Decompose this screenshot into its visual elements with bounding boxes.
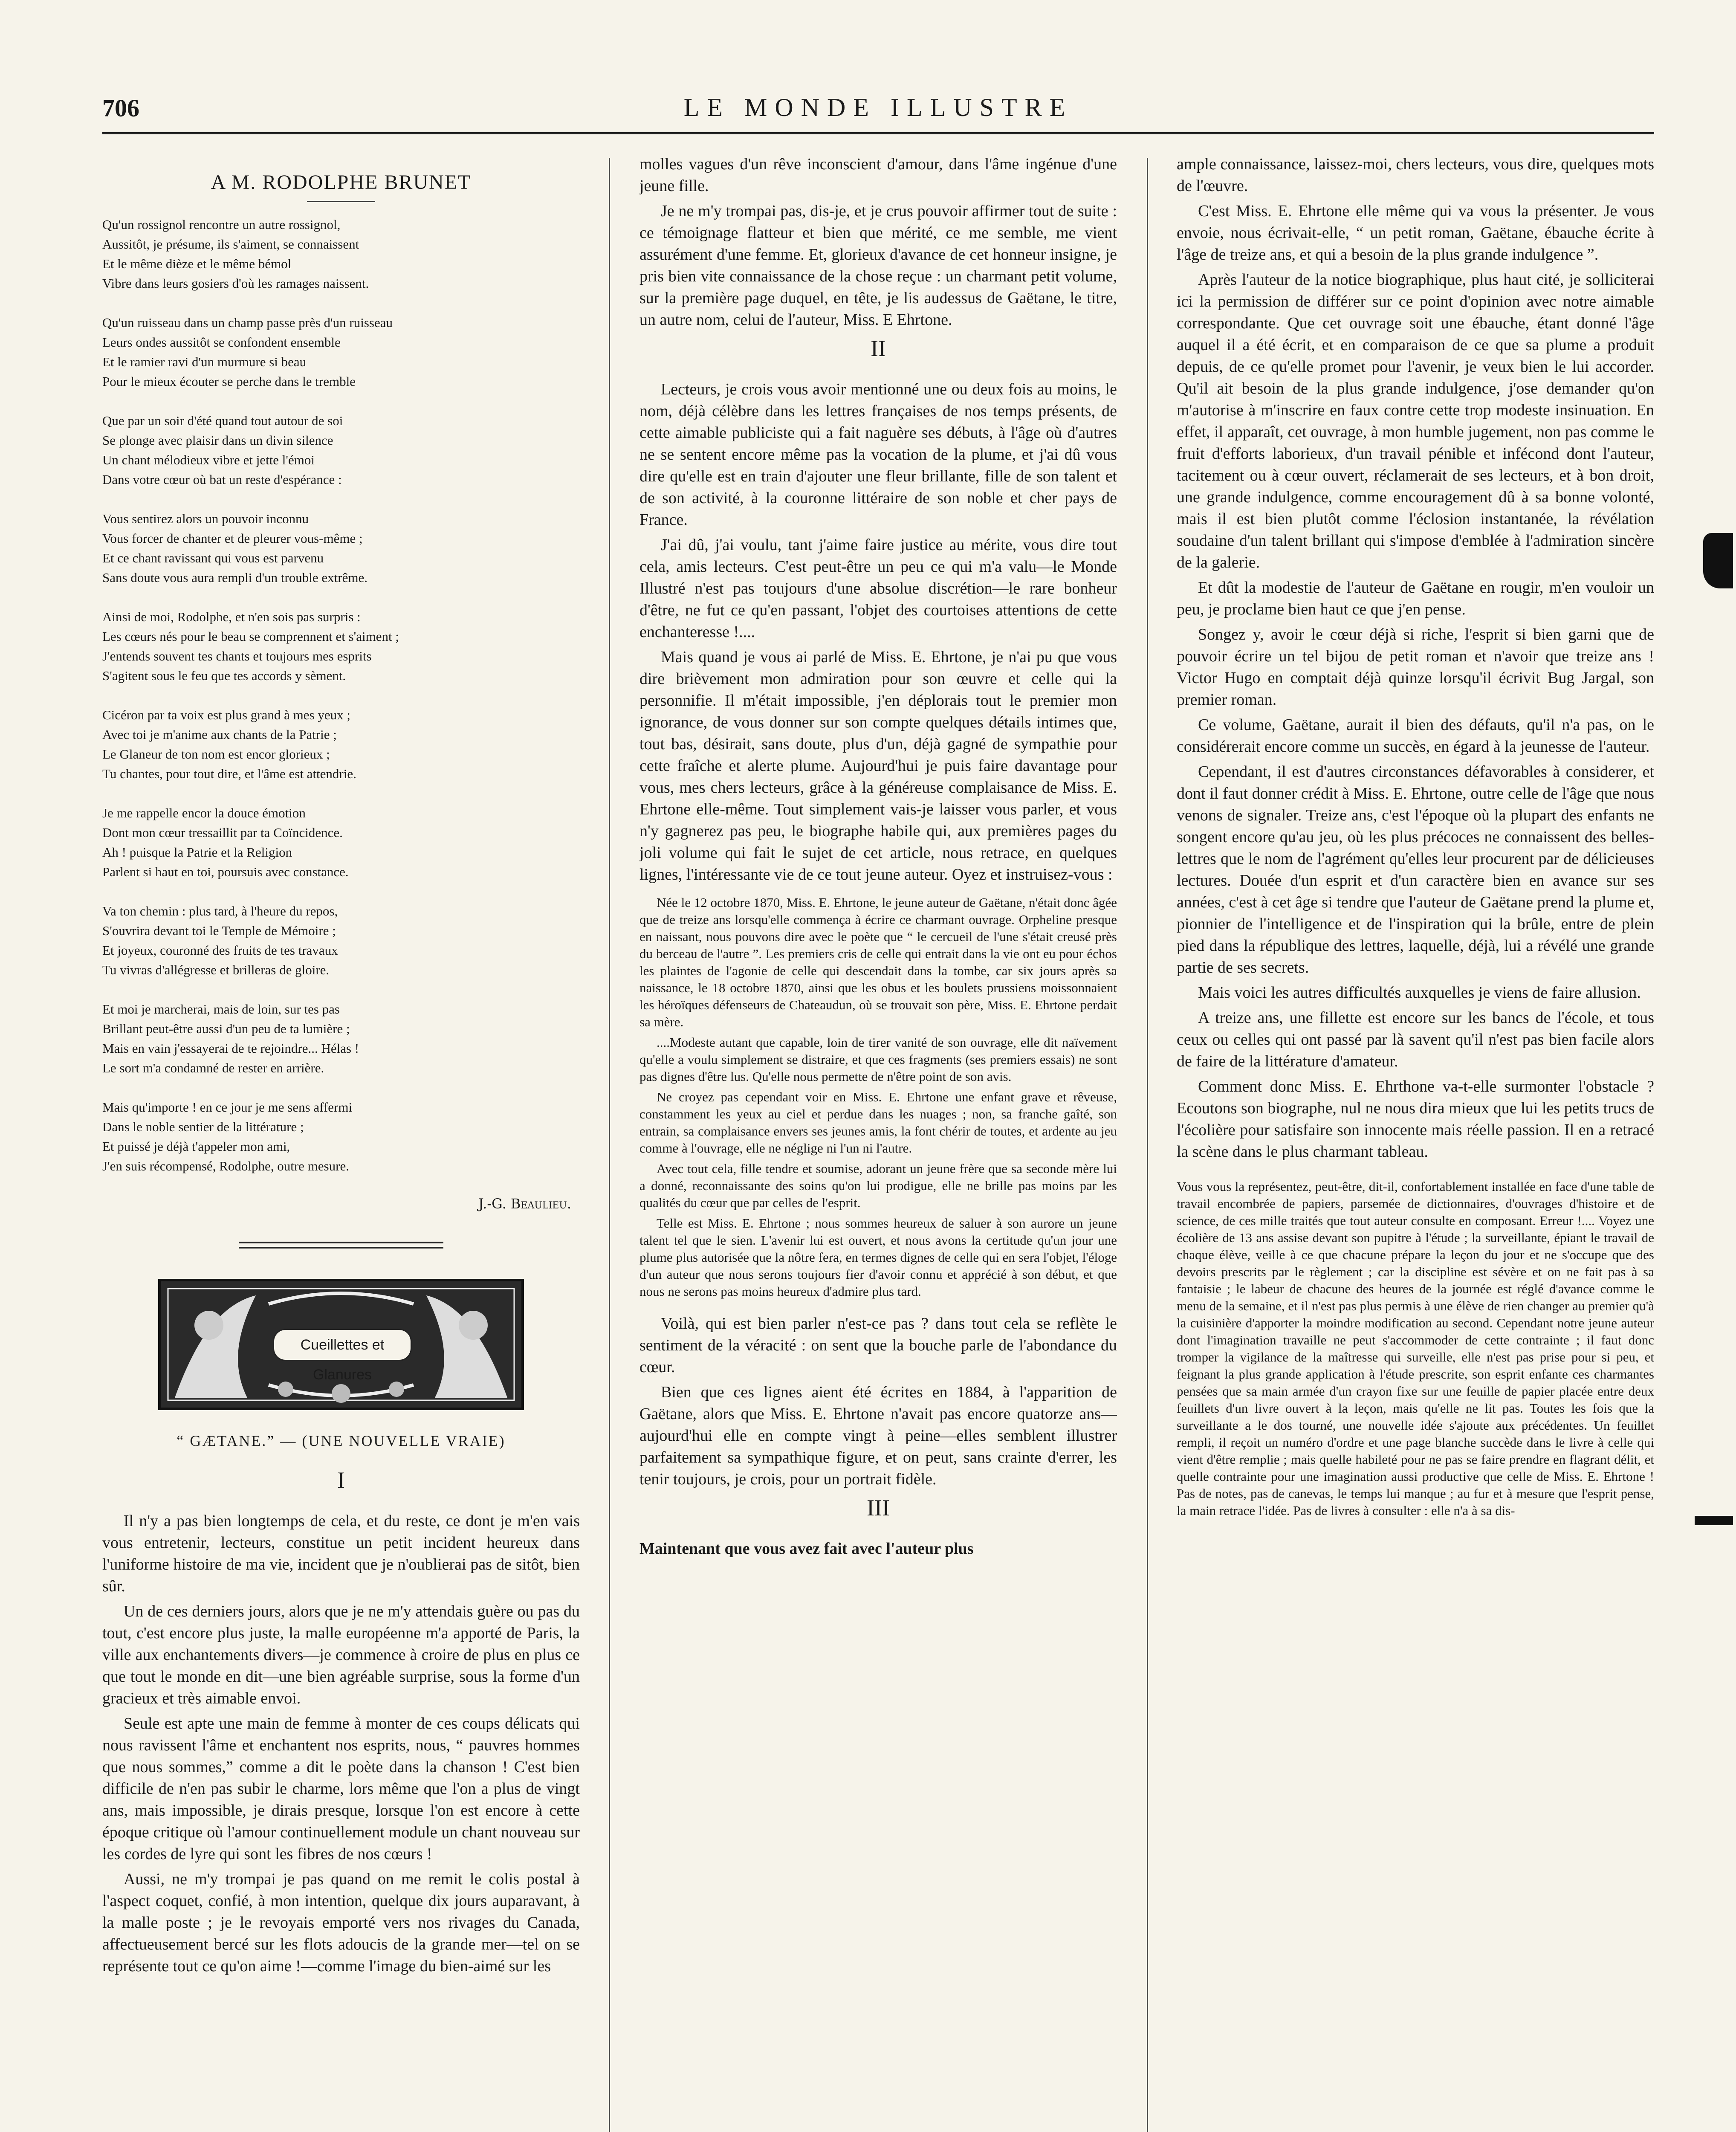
poem-line: Leurs ondes aussitôt se confondent ensemble	[102, 335, 341, 350]
section-divider	[239, 1242, 443, 1248]
poem-line: Je me rappelle encor la douce émotion	[102, 805, 306, 820]
newspaper-page	[102, 85, 1654, 2132]
paragraph: Avec tout cela, fille tendre et soumise, adorant un jeune frère que sa seconde mère lui a donné, reconnaissante des soins qu'on lui prodigue, elle ne brille pas moins par les qualités du cœur que par celles de l'esprit.	[639, 1161, 1117, 1210]
paragraph: Comment donc Miss. E. Ehrthone va-t-elle surmonter l'obstacle ? Ecoutons son biographe, nul ne nous dira mieux que lui les petits trucs de l'écolière pour satisfaire son innocente mais réelle passion. Il en a retracé la scène dans le plus charmant tableau.	[1177, 1078, 1654, 1161]
paragraph: molles vagues d'un rêve inconscient d'amour, dans l'âme ingénue d'une jeune fille.	[639, 155, 1117, 195]
margin-mark	[1695, 1516, 1733, 1525]
poem-line: Le Glaneur de ton nom est encor glorieux ;	[102, 747, 330, 762]
poem-line: Un chant mélodieux vibre et jette l'émoi	[102, 452, 315, 467]
poem-title: A M. RODOLPHE BRUNET	[211, 171, 472, 194]
poem-stanza	[102, 999, 580, 1078]
poem-line: Sans doute vous aura rempli d'un trouble extrême.	[102, 570, 367, 585]
paragraph: Après l'auteur de la notice biographique, plus haut cité, je solliciterai ici la permission de différer sur ce point d'opinion avec notre aimable correspondante. Que cet ouvrage soit une ébauche, étant donné l'âge auquel il a été écrit, et en comparaison de ce que sa plume a produit depuis, de ce qu'elle promet pour l'avenir, je veux bien le lui accorder. Qu'il ait besoin de la plus grande indulgence, j'ose demander qu'on m'autorise à m'inscrire en faux contre cette trop modeste insinuation. En effet, il apparaît, cet ouvrage, à mon humble jugement, non pas comme le fruit d'efforts laborieux, d'un travail pénible et infécond dont l'auteur, tacitement ou à cœur ouvert, réclamerait de ses lecteurs, et à bon droit, une grande indulgence, comme encouragement dû à sa bonne volonté, mais il est bien plutôt comme l'éclosion instantanée, la révélation soudaine d'un talent brillant qui s'impose d'emblée à l'admiration sincère de la galerie.	[1177, 271, 1654, 571]
poem-line: Mais qu'importe ! en ce jour je me sens affermi	[102, 1100, 353, 1115]
poem-line: Pour le mieux écouter se perche dans le tremble	[102, 374, 356, 389]
column-3	[1177, 154, 1654, 1523]
paragraph: J'ai dû, j'ai voulu, tant j'aime faire justice au mérite, vous dire tout cela, amis lecteurs. C'est peut-être un peu ce qui m'a valu—le Monde Illustré n'est pas toujours d'une absolue discrétion—le rare bonheur d'être, ne fut ce qu'en passant, l'objet des courtoises attentions de cette enchanteresse !....	[639, 536, 1117, 641]
paragraph: Je ne m'y trompai pas, dis-je, et je crus pouvoir affirmer tout de suite : ce témoignage flatteur et bien que mérité, ce me semble, me vient assurément d'une femme. Et, glorieux d'avance de cet honneur insigne, je pris bien vite connaissance de la chose reçue : un charmant petit volume, sur la première page duquel, en tête, je lis audessus de Gaëtane, le titre, un autre nom, celui de l'auteur, Miss. E Ehrtone.	[639, 202, 1117, 329]
section-number: II	[871, 336, 886, 361]
poem-line: Et le même dièze et le même bémol	[102, 256, 292, 271]
margin-mark	[1703, 533, 1733, 588]
poem-line: Et moi je marcherai, mais de loin, sur tes pas	[102, 1002, 340, 1017]
paragraph: Ce volume, Gaëtane, aurait il bien des défauts, qu'il n'a pas, on le considérerait encore comme un succès, en égard à la jeunesse de l'auteur.	[1177, 716, 1654, 756]
poem-line: Brillant peut-être aussi d'un peu de ta lumière ;	[102, 1021, 350, 1036]
poem-line: Et ce chant ravissant qui vous est parvenu	[102, 550, 324, 565]
paragraph: Cependant, il est d'autres circonstances défavorables à considerer, et dont il faut donner crédit à Miss. E. Ehrtone, outre celle de l'âge que nous venons de signaler. Treize ans, c'est l'époque où la plupart des enfants ne songent encore qu'au jeu, où les plus précoces ne connaissent des belles-lettres que le nom de l'agrément qu'elles leur procurent par de délicieuses lectures. Douée d'un esprit et d'un caractère bien en avance sur ses années, c'est à cet âge si tendre que l'auteur de Gaëtane prend la plume et, pionnier de l'intelligence et de l'inspiration qui la brûle, entre de plein pied dans la république des lettres, laquelle, déjà, lui a révélé une grande partie de ses secrets.	[1177, 763, 1654, 976]
section-2-conclusion	[639, 1313, 1117, 1490]
column-2	[639, 154, 1117, 1563]
poem-line: Tu chantes, pour tout dire, et l'âme est attendrie.	[102, 766, 356, 781]
paragraph: Mais voici les autres difficultés auxquelles je viens de faire allusion.	[1198, 984, 1641, 1002]
biography-quote	[639, 894, 1117, 1300]
poem-line: Qu'un ruisseau dans un champ passe près d'un ruisseau	[102, 315, 393, 330]
poem-stanza	[102, 411, 580, 490]
article-text-continued	[639, 154, 1117, 331]
poem-line: J'en suis récompensé, Rodolphe, outre mesure.	[102, 1159, 349, 1173]
paragraph: Ne croyez pas cependant voir en Miss. E. Ehrtone une enfant grave et rêveuse, constamment les yeux au ciel et perdue dans les nuages ; non, sa franche gaîté, son entrain, sa complaisance envers ses jeunes amis, la font chérir de toutes, et ardente au jeu comme à l'ouvrage, elle ne néglige ni l'un ni l'autre.	[639, 1089, 1117, 1156]
poem-signature: J.-G. Beaulieu.	[478, 1196, 571, 1212]
paragraph: Voilà, qui est bien parler n'est-ce pas ? dans tout cela se reflète le sentiment de la véracité : on sent que la bouche parle de l'abondance du cœur.	[639, 1315, 1117, 1376]
poem-line: Tu vivras d'allégresse et brilleras de gloire.	[102, 962, 330, 977]
paragraph: A treize ans, une fillette est encore sur les bancs de l'école, et tous ceux ou celles qui ont passé par là savent qu'il n'est pas bien facile alors de faire de la littérature d'amateur.	[1177, 1009, 1654, 1070]
poem-line: Ainsi de moi, Rodolphe, et n'en sois pas surpris :	[102, 609, 361, 624]
masthead: LE MONDE ILLUSTRE	[683, 93, 1073, 122]
paragraph: Songez y, avoir le cœur déjà si riche, l'esprit si bien garni que de pouvoir écrire un tel bijou de petit roman et n'avoir que treize ans ! Victor Hugo en comptait déjà quinze lorsqu'il écrivit Bug Jargal, son premier roman.	[1177, 626, 1654, 709]
vignette-label: Cueillettes et Glanures	[273, 1329, 412, 1361]
poem-stanza	[102, 509, 580, 588]
poem-line: Avec toi je m'anime aux chants de la Patrie ;	[102, 727, 337, 742]
paragraph: Un de ces derniers jours, alors que je ne m'y attendais guère ou pas du tout, c'est encore plus juste, la malle européenne m'a apporté de Paris, la ville aux enchantements divers—je commence à croire de plus en plus ce que tout le monde en dit—une bien agréable surprise, sous la forme d'un gracieux et très aimable envoi.	[102, 1602, 580, 1707]
paragraph: Lecteurs, je crois vous avoir mentionné une ou deux fois au moins, le nom, déjà célèbre dans les lettres françaises de nos temps présents, de cette aimable publiciste qui a fait naguère ses débuts, à l'âge où d'autres ne se sentent encore même pas la vocation de la plume, et j'ai dû vous dire qu'elle est en train d'ajouter une fleur brillante, fille de son talent et de son activité, à la couronne littéraire de son noble et cher pays de France.	[639, 380, 1117, 529]
section-number: I	[337, 1467, 345, 1493]
poem-stanza	[102, 803, 580, 882]
poem-line: Les cœurs nés pour le beau se comprennent et s'aiment ;	[102, 629, 399, 644]
poem-line: S'ouvrira devant toi le Temple de Mémoire ;	[102, 923, 336, 938]
poem-line: Dont mon cœur tressaillit par ta Coïncidence.	[102, 825, 343, 840]
section-2-text	[639, 379, 1117, 886]
paragraph: C'est Miss. E. Ehrtone elle même qui va vous la présenter. Je vous envoie, nous écrivait-elle, “ un petit roman, Gaëtane, ébauche écrite à l'âge de treize ans, et qui a besoin de la plus grande indulgence ”.	[1177, 202, 1654, 264]
column-rule	[609, 158, 610, 2132]
column-1	[102, 154, 580, 1981]
title-rule	[307, 201, 375, 202]
poem-line: Aussitôt, je présume, ils s'aiment, se connaissent	[102, 237, 359, 252]
poem-stanza	[102, 1098, 580, 1176]
poem-line: Cicéron par ta voix est plus grand à mes yeux ;	[102, 707, 350, 722]
page-header	[102, 85, 1654, 134]
poem-line: Vous forcer de chanter et de pleurer vous-même ;	[102, 531, 363, 546]
paragraph: Mais quand je vous ai parlé de Miss. E. Ehrtone, je n'ai pu que vous dire brièvement mon admiration pour son œuvre et celle qui la personnifie. Il m'était impossible, j'en déplorais tout le premier mon ignorance, de vous donner sur son compte quelques détails intimes que, tout bas, désirait, sans doute, plus d'un, déjà gagné de sympathie pour cette fraîche et alerte plume. Aujourd'hui je puis faire davantage pour vous, mes chers lecteurs, grâce à la généreuse complaisance de Miss. E. Ehrtone elle-même. Tout simplement vais-je laisser vous parler, et vous n'y gagnerez pas peu, le biographe habile qui, aux premières pages du joli volume qui fait le sujet de cet article, nous retrace, en quelques lignes, l'intéressante vie de ce tout jeune auteur. Oyez et instruisez-vous :	[639, 648, 1117, 884]
poem-stanza	[102, 215, 580, 293]
poem-line: Se plonge avec plaisir dans un divin silence	[102, 433, 333, 448]
poem-line: Va ton chemin : plus tard, à l'heure du repos,	[102, 904, 338, 918]
paragraph: Il n'y a pas bien longtemps de cela, et du reste, ce dont je m'en vais vous entretenir, lecteurs, constitue un petit incident heureux dans l'uniforme histoire de ma vie, incident que je n'oublierai pas de sitôt, bien sûr.	[102, 1512, 580, 1595]
poem-line: Dans votre cœur où bat un reste d'espérance :	[102, 472, 342, 487]
article-subtitle: “ GÆTANE.” — (UNE NOUVELLE VRAIE)	[176, 1432, 506, 1449]
poem-stanza	[102, 901, 580, 980]
poem-stanza	[102, 313, 580, 391]
paragraph: ....Modeste autant que capable, loin de tirer vanité de son ouvrage, elle dit naïvement qu'elle a voulu simplement se distraire, et que ces fragments (ses premiers essais) ne sont pas dignes d'être lus. Qu'elle nous permette de n'être point de son avis.	[639, 1035, 1117, 1084]
paragraph: Aussi, ne m'y trompai je pas quand on me remit le colis postal à l'aspect coquet, confié, à mon intention, quelque dix jours auparavant, à la malle poste ; je le revoyais emporté vers nos rivages du Canada, affectueusement bercé sur les flots adoucis de la grande mer—tel on se représente tout ce qu'on aime !—comme l'image du bien-aimé sur les	[102, 1870, 580, 1975]
paragraph: Bien que ces lignes aient été écrites en 1884, à l'apparition de Gaëtane, alors que Miss. E. Ehrtone n'avait pas encore quatorze ans—aujourd'hui elle en compte vingt à peine—elles semblent illustrer parfaitement sa sympathique figure, et on peut, sans crainte d'errer, les tenir toujours, je crois, pour un portrait fidèle.	[639, 1383, 1117, 1488]
article-column-3-text	[1177, 154, 1654, 1163]
poem-line: Le sort m'a condamné de rester en arrière.	[102, 1060, 324, 1075]
paragraph: ample connaissance, laissez-moi, chers lecteurs, vous dire, quelques mots de l'œuvre.	[1177, 155, 1654, 195]
poem-line: Dans le noble sentier de la littérature ;	[102, 1119, 304, 1134]
poem-line: Ah ! puisque la Patrie et la Religion	[102, 845, 292, 860]
poem-body	[102, 215, 580, 1176]
page-number: 706	[102, 94, 139, 122]
poem-line: S'agitent sous le feu que tes accords y sèment.	[102, 668, 346, 683]
poem-line: Vous sentirez alors un pouvoir inconnu	[102, 511, 309, 526]
poem-line: Mais en vain j'essayerai de te rejoindre... Hélas !	[102, 1041, 359, 1056]
poem-line: Que par un soir d'été quand tout autour de soi	[102, 413, 343, 428]
poem-line: Et joyeux, couronné des fruits de tes travaux	[102, 943, 338, 958]
article-column-1-text	[102, 1510, 580, 1977]
paragraph: Née le 12 octobre 1870, Miss. E. Ehrtone, le jeune auteur de Gaëtane, n'était donc âgée que de treize ans lorsqu'elle commença à écrire ce charmant ouvrage. Orpheline presque en naissant, nous pouvons dire avec le poète que “ le cercueil de l'une s'était creusé près du berceau de l'autre ”. Les premiers cris de celle qui entrait dans la vie ont eu pour échos les plaintes de l'agonie de celle qui descendait dans la tombe, car six jours après sa naissance, le 18 octobre 1870, ainsi que les obus et les boulets prussiens moissonnaient les héroïques défenseurs de Chateaudun, où se trouvait son père, Miss. E. Ehrtone perdait sa mère.	[639, 895, 1117, 1029]
column-rule	[1147, 158, 1148, 2132]
school-scene-quote: Vous vous la représentez, peut-être, dit-il, confortablement installée en face d'une table de travail encombrée de papiers, parsemée de dictionnaires, d'ouvrages d'histoire et de science, de ces mille traités que tout auteur consulte en composant. Erreur !.... Voyez une écolière de 13 ans assise devant son pupitre à l'étude ; la surveillante, épiant le travail de chaque élève, veille à ce que chacune prépare la leçon du jour et ne s'occupe que des devoirs prescrits par le règlement ; car la discipline est sévère et on ne fait pas à sa fantaisie ; le labeur de chacune des heures de la journée est réglé d'avance comme le menu de la semaine, et il n'est pas plus permis à une élève de rien changer au premier qu'à la cuisinière d'apporter la moindre modification au second. Cependant notre jeune auteur dont l'imagination travaille ne peut s'accommoder de cette contrainte ; il faut donc tromper la vigilance de la maîtresse qui surveille, elle n'est pas prise pour si peu, et feignant la plus grande application à l'étude prescrite, son esprit enfante ces charmantes pensées que sa main armée d'un crayon fixe sur une feuille de papier placée entre deux feuillets d'un livre ouvert à la leçon, mais qu'elle ne lit pas. Toutes les fois que la surveillante a le dos tourné, une nouvelle idée s'ajoute aux précédentes. Un feuillet rempli, il reçoit un numéro d'ordre et une page blanche succède dans le livre à celle qui vient d'être remplie ; mais quelle habileté pour ne pas se faire prendre en flagrant délit, et quelle contrainte pour une imagination aussi productive que celle de Miss. E. Ehrtone ! Pas de notes, pas de canevas, le temps lui manque ; au fur et à mesure que l'esprit pense, la main retrace l'idée. Pas de livres à consulter : elle n'a à sa dis-	[1177, 1179, 1654, 1518]
poem-line: Qu'un rossignol rencontre un autre rossignol,	[102, 217, 341, 232]
poem-stanza	[102, 607, 580, 686]
poem-line: J'entends souvent tes chants et toujours mes esprits	[102, 649, 372, 663]
section-number: III	[867, 1495, 890, 1521]
poem-line: Et puissé je déjà t'appeler mon ami,	[102, 1139, 290, 1154]
poem-stanza	[102, 705, 580, 784]
poem-line: Parlent si haut en toi, poursuis avec constance.	[102, 864, 349, 879]
paragraph: Et dût la modestie de l'auteur de Gaëtane en rougir, m'en vouloir un peu, je proclame bien haut ce que j'en pense.	[1177, 579, 1654, 618]
paragraph: Seule est apte une main de femme à monter de ces coups délicats qui nous ravissent l'âme et enchantent nos esprits, nous, “ pauvres hommes que nous sommes,” comme a dit le poète dans la chanson ! C'est bien difficile de n'en pas subir le charme, lors même que l'on a plus de vingt ans, mais impossible, je dirais presque, lorsque l'on est encore à cette époque critique où l'amour continuellement module un chant nouveau sur les cordes de lyre qui sont les fibres de nos cœurs !	[102, 1715, 580, 1863]
section-3-opening: Maintenant que vous avez fait avec l'auteur plus	[639, 1540, 974, 1558]
decorative-vignette	[158, 1278, 524, 1411]
poem-line: Et le ramier ravi d'un murmure si beau	[102, 354, 307, 369]
poem-line: Vibre dans leurs gosiers d'où les ramages naissent.	[102, 276, 369, 291]
paragraph: Telle est Miss. E. Ehrtone ; nous sommes heureux de saluer à son aurore un jeune talent tel que le sien. L'avenir lui est ouvert, et nous avons la certitude qu'un jour une plume plus autorisée que la nôtre fera, en termes dignes de celle qui en sera l'objet, l'éloge d'un auteur que nous serons toujours fier d'avoir connu et apprécié à son début, et que nous ne serons pas moins heureux d'admire plus tard.	[639, 1216, 1117, 1299]
